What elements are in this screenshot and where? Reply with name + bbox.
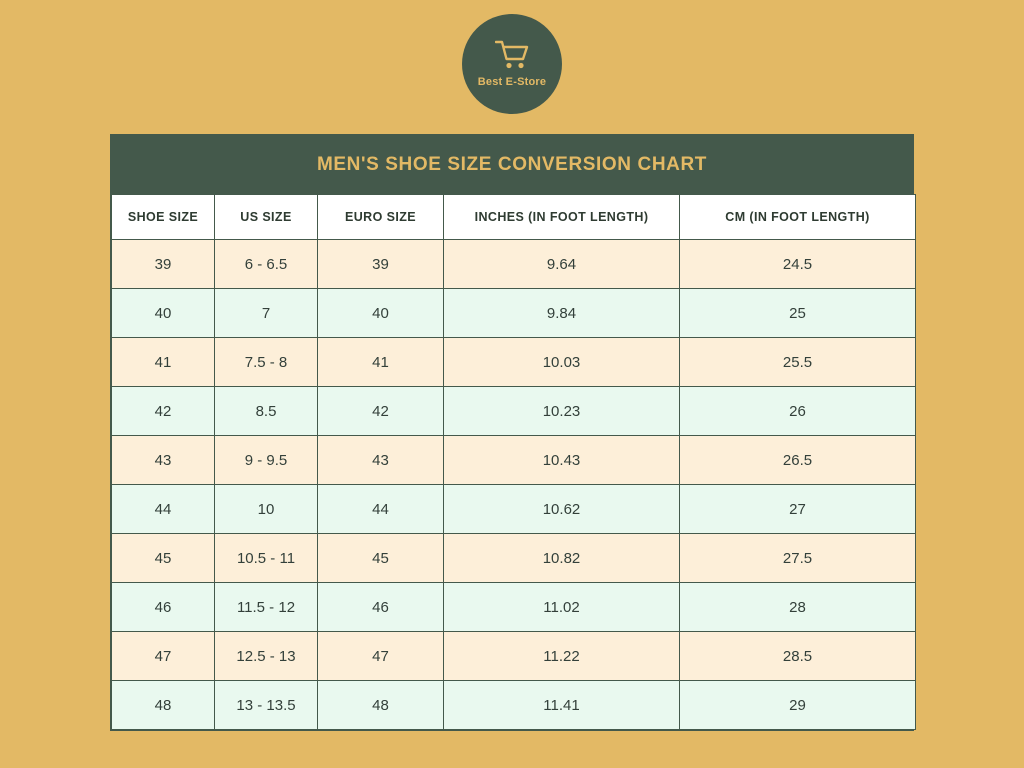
cell-us-size: 12.5 - 13 — [215, 632, 318, 681]
column-header-us-size: US SIZE — [215, 195, 318, 240]
cell-inches: 10.03 — [444, 338, 680, 387]
cell-inches: 10.23 — [444, 387, 680, 436]
table-header-row — [112, 195, 916, 240]
cell-cm: 28 — [680, 583, 916, 632]
table-row — [112, 436, 916, 485]
cell-cm: 29 — [680, 681, 916, 730]
cell-cm: 25.5 — [680, 338, 916, 387]
cell-shoe-size: 48 — [112, 681, 215, 730]
cell-shoe-size: 47 — [112, 632, 215, 681]
column-header-cm: CM (IN FOOT LENGTH) — [680, 195, 916, 240]
cell-euro-size: 40 — [318, 289, 444, 338]
cell-us-size: 13 - 13.5 — [215, 681, 318, 730]
cell-euro-size: 39 — [318, 240, 444, 289]
cell-shoe-size: 41 — [112, 338, 215, 387]
cell-shoe-size: 40 — [112, 289, 215, 338]
cell-shoe-size: 46 — [112, 583, 215, 632]
table-row — [112, 289, 916, 338]
cell-cm: 27.5 — [680, 534, 916, 583]
cell-shoe-size: 43 — [112, 436, 215, 485]
cell-cm: 26 — [680, 387, 916, 436]
cell-inches: 10.62 — [444, 485, 680, 534]
cell-euro-size: 41 — [318, 338, 444, 387]
cell-us-size: 7 — [215, 289, 318, 338]
cell-inches: 11.02 — [444, 583, 680, 632]
cell-euro-size: 47 — [318, 632, 444, 681]
cell-us-size: 7.5 - 8 — [215, 338, 318, 387]
cell-inches: 11.22 — [444, 632, 680, 681]
brand-name: Best E-Store — [477, 76, 547, 88]
cell-euro-size: 46 — [318, 583, 444, 632]
cell-us-size: 11.5 - 12 — [215, 583, 318, 632]
cell-inches: 10.43 — [444, 436, 680, 485]
cell-inches: 9.84 — [444, 289, 680, 338]
cell-euro-size: 45 — [318, 534, 444, 583]
table-row — [112, 681, 916, 730]
table-row — [112, 338, 916, 387]
cell-euro-size: 44 — [318, 485, 444, 534]
cell-inches: 9.64 — [444, 240, 680, 289]
cell-shoe-size: 45 — [112, 534, 215, 583]
cell-shoe-size: 42 — [112, 387, 215, 436]
cell-shoe-size: 39 — [112, 240, 215, 289]
column-header-shoe-size: SHOE SIZE — [112, 195, 215, 240]
cell-inches: 10.82 — [444, 534, 680, 583]
table-row — [112, 485, 916, 534]
cell-cm: 24.5 — [680, 240, 916, 289]
page-title: MEN'S SHOE SIZE CONVERSION CHART — [111, 135, 913, 194]
table-row — [112, 632, 916, 681]
column-header-inches: INCHES (IN FOOT LENGTH) — [444, 195, 680, 240]
cell-cm: 26.5 — [680, 436, 916, 485]
cell-euro-size: 42 — [318, 387, 444, 436]
cell-euro-size: 48 — [318, 681, 444, 730]
cell-shoe-size: 44 — [112, 485, 215, 534]
cell-cm: 28.5 — [680, 632, 916, 681]
cell-cm: 27 — [680, 485, 916, 534]
cell-cm: 25 — [680, 289, 916, 338]
column-header-euro-size: EURO SIZE — [318, 195, 444, 240]
cell-us-size: 10 — [215, 485, 318, 534]
table-row — [112, 534, 916, 583]
cell-us-size: 10.5 - 11 — [215, 534, 318, 583]
table-row — [112, 387, 916, 436]
shopping-cart-icon — [495, 40, 529, 70]
cell-us-size: 9 - 9.5 — [215, 436, 318, 485]
cell-inches: 11.41 — [444, 681, 680, 730]
cell-us-size: 6 - 6.5 — [215, 240, 318, 289]
cell-euro-size: 43 — [318, 436, 444, 485]
table-row — [112, 583, 916, 632]
conversion-table — [111, 194, 916, 730]
brand-logo — [462, 14, 562, 114]
table-row — [112, 240, 916, 289]
size-chart — [110, 134, 914, 731]
cell-us-size: 8.5 — [215, 387, 318, 436]
